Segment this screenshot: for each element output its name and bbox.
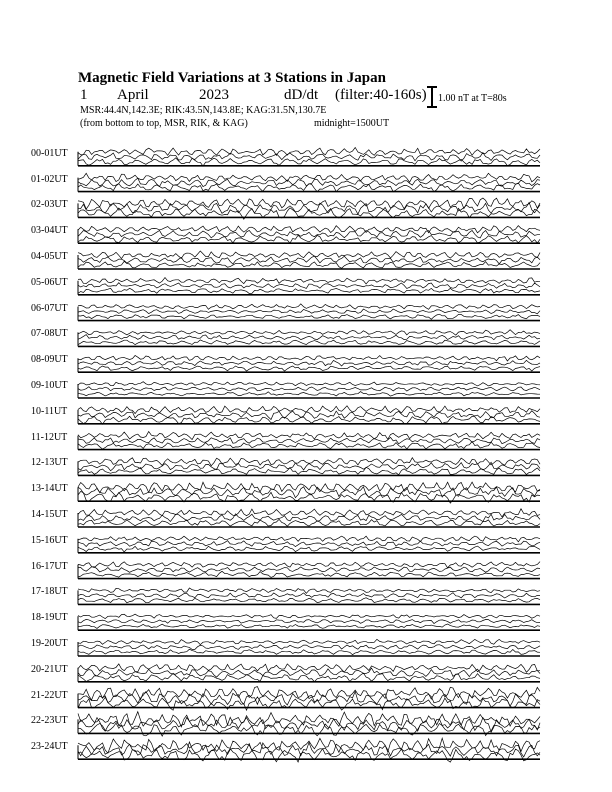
- hour-label: 02-03UT: [31, 199, 68, 211]
- trace-msr: [78, 546, 540, 552]
- trace-kag: [78, 173, 540, 182]
- hour-label: 07-08UT: [31, 328, 68, 340]
- hour-label: 22-23UT: [31, 715, 68, 727]
- hour-label: 00-01UT: [31, 147, 68, 159]
- trace-kag: [78, 382, 540, 386]
- trace-kag: [78, 509, 540, 517]
- hour-label: 05-06UT: [31, 276, 68, 288]
- trace-msr: [78, 158, 540, 166]
- trace-kag: [78, 148, 540, 156]
- trace-kag: [78, 738, 540, 753]
- trace-rik: [78, 541, 540, 547]
- hour-label: 03-04UT: [31, 225, 68, 237]
- hour-label: 13-14UT: [31, 483, 68, 495]
- trace-rik: [78, 230, 540, 238]
- midnight-note: midnight=1500UT: [314, 118, 390, 129]
- trace-rik: [78, 619, 540, 623]
- trace-rik: [78, 283, 540, 289]
- filter-label: (filter:40-160s): [335, 87, 427, 103]
- trace-kag: [78, 482, 540, 492]
- hour-label: 19-20UT: [31, 638, 68, 649]
- date-month: April: [117, 87, 149, 103]
- trace-rik: [78, 335, 540, 340]
- trace-kag: [78, 536, 540, 542]
- trace-rik: [78, 256, 540, 264]
- trace-msr: [78, 392, 540, 397]
- hour-label: 18-19UT: [31, 612, 68, 624]
- trace-msr: [78, 366, 540, 371]
- hour-label: 14-15UT: [31, 509, 68, 520]
- trace-msr: [78, 649, 540, 655]
- trace-msr: [78, 183, 540, 192]
- trace-kag: [78, 562, 540, 568]
- trace-kag: [78, 639, 540, 644]
- hour-label: 21-22UT: [31, 689, 68, 701]
- trace-msr: [78, 598, 540, 603]
- trace-msr: [78, 519, 540, 526]
- trace-rik: [78, 487, 540, 498]
- trace-msr: [78, 235, 540, 243]
- hour-label: 17-18UT: [31, 586, 68, 598]
- trace-rik: [78, 153, 540, 162]
- hour-label: 06-07UT: [31, 302, 68, 314]
- hour-label: 10-11UT: [31, 405, 68, 417]
- scale-label: 1.00 nT at T=80s: [438, 93, 507, 104]
- station-coordinates: MSR:44.4N,142.3E; RIK:43.5N,143.8E; KAG:31.5N,130.7E: [80, 105, 327, 116]
- trace-rik: [78, 593, 540, 598]
- hour-label: 23-24UT: [31, 741, 68, 753]
- trace-msr: [78, 261, 540, 268]
- hour-label: 15-16UT: [31, 534, 68, 546]
- trace-kag: [78, 588, 540, 593]
- trace-rik: [78, 178, 540, 186]
- trace-rik: [78, 668, 540, 677]
- trace-rik: [78, 411, 540, 420]
- trace-rik: [78, 309, 540, 314]
- quantity-label: dD/dt: [284, 87, 319, 103]
- trace-rik: [78, 514, 540, 522]
- trace-msr: [78, 288, 540, 293]
- trace-rik: [78, 567, 540, 573]
- trace-msr: [78, 467, 540, 475]
- trace-kag: [78, 356, 540, 362]
- trace-kag: [78, 304, 540, 309]
- hour-label: 16-17UT: [31, 560, 68, 572]
- trace-rik: [78, 360, 540, 366]
- trace-kag: [78, 278, 540, 285]
- trace-rik: [78, 387, 540, 391]
- trace-msr: [78, 624, 540, 628]
- trace-kag: [78, 712, 540, 727]
- date-day: 1: [80, 87, 88, 103]
- trace-msr: [78, 749, 540, 762]
- trace-msr: [78, 340, 540, 345]
- trace-msr: [78, 314, 540, 319]
- trace-kag: [78, 251, 540, 259]
- trace-kag: [78, 330, 540, 335]
- station-order-note: (from bottom to top, MSR, RIK, & KAG): [80, 118, 248, 129]
- hour-label: 09-10UT: [31, 380, 68, 391]
- trace-rik: [78, 202, 540, 214]
- trace-rik: [78, 645, 540, 650]
- hour-label: 11-12UT: [31, 431, 68, 443]
- date-year: 2023: [199, 87, 229, 103]
- hour-label: 08-09UT: [31, 354, 68, 366]
- trace-kag: [78, 432, 540, 440]
- hour-label: 20-21UT: [31, 663, 68, 675]
- trace-kag: [78, 614, 540, 618]
- hour-label: 04-05UT: [31, 251, 68, 262]
- hour-label: 12-13UT: [31, 457, 68, 469]
- trace-msr: [78, 571, 540, 577]
- chart-title: Magnetic Field Variations at 3 Stations in Japan: [78, 70, 386, 86]
- hour-label: 01-02UT: [31, 173, 68, 185]
